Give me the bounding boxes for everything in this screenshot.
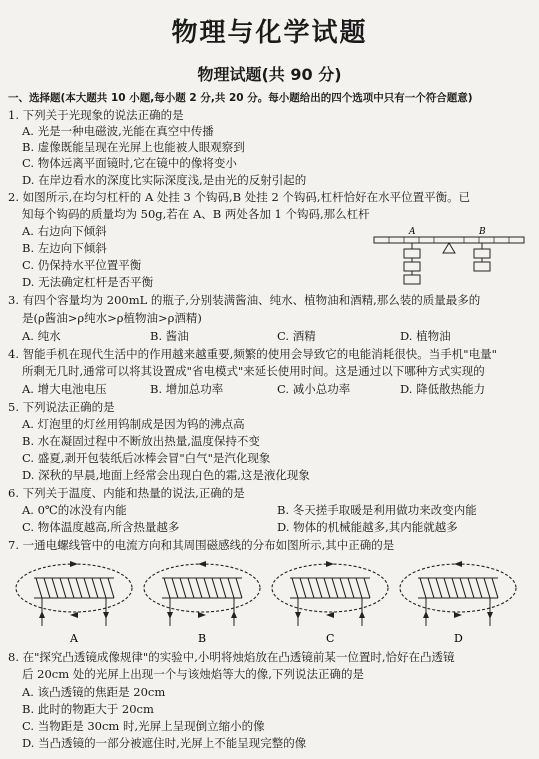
q5-option-b: B. 水在凝固过程中不断放出热量,温度保持不变 xyxy=(22,434,260,448)
q6-option-d: D. 物体的机械能越多,其内能就越多 xyxy=(277,520,458,534)
q4-option-d: D. 降低散热能力 xyxy=(400,382,486,396)
solenoid-c-label: C xyxy=(326,632,335,645)
weights-b xyxy=(474,243,490,271)
q8-option-d: D. 当凸透镜的一部分被遮住时,光屏上不能呈现完整的像 xyxy=(22,736,307,750)
solenoid-d-label: D xyxy=(454,632,463,645)
solenoid-b-label: B xyxy=(198,632,207,645)
q5-option-d: D. 深秋的早晨,地面上经常会出现白色的霜,这是液化现象 xyxy=(22,468,310,482)
q8-option-a: A. 该凸透镜的焦距是 20cm xyxy=(22,685,166,699)
q6-stem: 6. 下列关于温度、内能和热量的说法,正确的是 xyxy=(8,486,245,500)
q5-stem: 5. 下列说法正确的是 xyxy=(8,400,115,414)
q7-stem: 7. 一通电螺线管中的电流方向和其周围磁感线的分布如图所示,其中正确的是 xyxy=(8,538,395,552)
q8-option-c: C. 当物距是 30cm 时,光屏上呈现倒立缩小的像 xyxy=(22,719,265,733)
q6-option-a: A. 0℃的冰没有内能 xyxy=(22,503,127,517)
q3-option-a: A. 纯水 xyxy=(22,329,61,343)
section-subtitle: 物理试题(共 90 分) xyxy=(197,65,342,84)
q3-stem-line1: 3. 有四个容量均为 200mL 的瓶子,分别装满酱油、纯水、植物油和酒精,那么装的质量最多的 xyxy=(8,293,481,307)
section-heading: 一、选择题(本大题共 10 小题,每小题 2 分,共 20 分。每小题给出的四个选项中只有一个符合题意) xyxy=(8,92,473,104)
q1-option-c: C. 物体远离平面镜时,它在镜中的像将变小 xyxy=(22,156,237,170)
fulcrum-icon xyxy=(443,243,455,253)
q4-stem-line2: 所剩无几时,通常可以将其设置成"省电模式"来延长使用时间。这是通过以下哪种方式实现的 xyxy=(22,364,485,378)
q4-option-a: A. 增大电池电压 xyxy=(22,382,107,396)
q8-stem-line2: 后 20cm 处的光屏上出现一个与该烛焰等大的像,下列说法正确的是 xyxy=(22,667,364,681)
q4-stem-line1: 4. 智能手机在现代生活中的作用越来越重要,频繁的使用会导致它的电能消耗很快。当手机"电量" xyxy=(8,347,497,361)
q8-stem-line1: 8. 在"探究凸透镜成像规律"的实验中,小明将烛焰放在凸透镜前某一位置时,恰好在凸透镜 xyxy=(8,650,455,664)
q2-option-b: B. 左边向下倾斜 xyxy=(22,241,107,255)
q4-option-c: C. 减小总功率 xyxy=(277,382,351,396)
q3-option-b: B. 酱油 xyxy=(150,329,189,343)
q3-option-c: C. 酒精 xyxy=(277,329,316,343)
lever-diagram xyxy=(370,225,530,293)
solenoid-diagrams xyxy=(10,556,530,646)
page-title: 物理与化学试题 xyxy=(171,18,368,48)
q3-option-d: D. 植物油 xyxy=(400,329,451,343)
solenoid-a-label: A xyxy=(70,632,78,645)
q2-option-a: A. 右边向下倾斜 xyxy=(22,224,107,238)
weights-a xyxy=(404,243,420,284)
q2-option-c: C. 仍保持水平位置平衡 xyxy=(22,258,142,272)
solenoid-a xyxy=(16,561,132,645)
q1-stem: 1. 下列关于光现象的说法正确的是 xyxy=(8,108,184,122)
q3-stem-line2: 是(ρ酱油>ρ纯水>ρ植物油>ρ酒精) xyxy=(22,311,202,325)
solenoid-d xyxy=(400,561,516,645)
q5-option-a: A. 灯泡里的灯丝用钨制成是因为钨的沸点高 xyxy=(22,417,245,431)
q1-option-a: A. 光是一种电磁波,光能在真空中传播 xyxy=(22,124,214,138)
q2-option-d: D. 无法确定杠杆是否平衡 xyxy=(22,275,154,289)
lever-label-a: A xyxy=(409,227,416,237)
q1-option-b: B. 虚像既能呈现在光屏上也能被人眼观察到 xyxy=(22,140,245,154)
lever-label-b: B xyxy=(479,227,486,237)
solenoid-b xyxy=(144,561,260,645)
q6-option-b: B. 冬天搓手取暖是利用做功来改变内能 xyxy=(277,503,477,517)
q2-stem-line1: 2. 如图所示,在均匀杠杆的 A 处挂 3 个钩码,B 处挂 2 个钩码,杠杆恰好在水平位置平衡。已 xyxy=(8,190,471,204)
q2-stem-line2: 知每个钩码的质量均为 50g,若在 A、B 两处各加 1 个钩码,那么杠杆 xyxy=(22,207,370,221)
solenoid-c xyxy=(272,561,388,645)
q8-option-b: B. 此时的物距大于 20cm xyxy=(22,702,154,716)
q4-option-b: B. 增加总功率 xyxy=(150,382,224,396)
q5-option-c: C. 盛夏,剥开包装纸后冰棒会冒"白气"是汽化现象 xyxy=(22,451,271,465)
q1-option-d: D. 在岸边看水的深度比实际深度浅,是由光的反射引起的 xyxy=(22,173,307,187)
q6-option-c: C. 物体温度越高,所含热量越多 xyxy=(22,520,180,534)
